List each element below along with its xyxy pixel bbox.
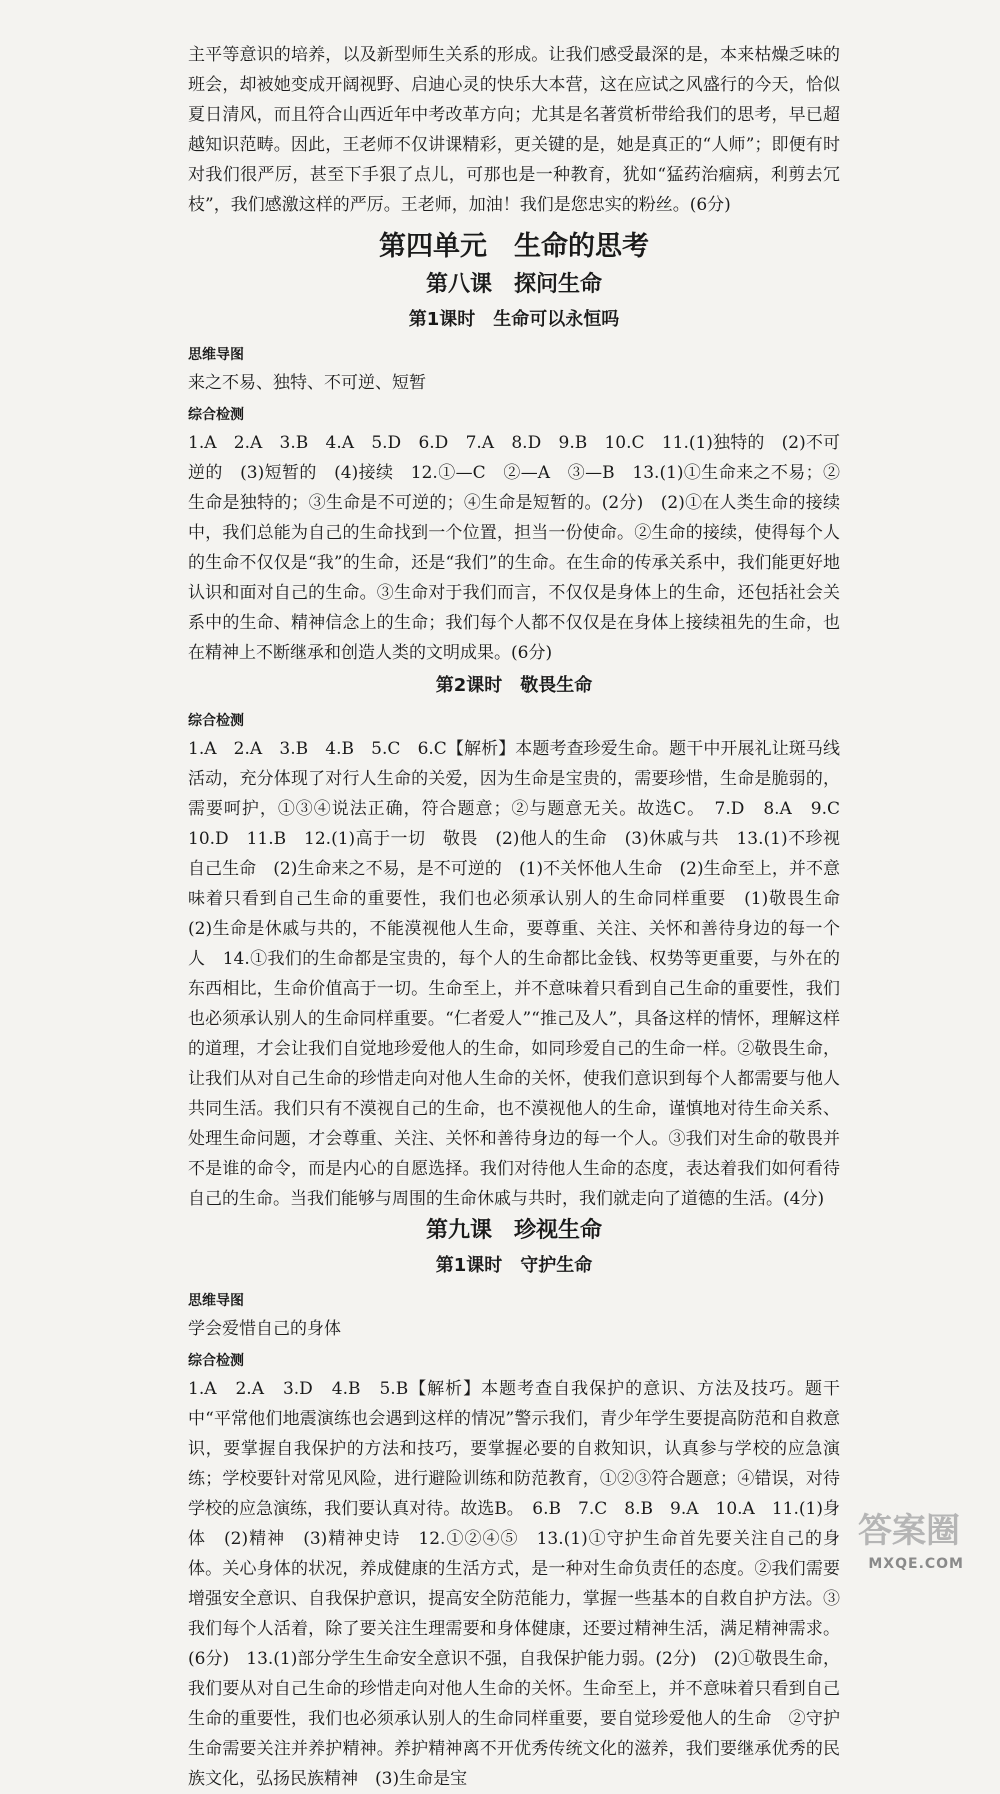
test-label: 综合检测 — [188, 1353, 244, 1369]
lesson8-period2-title: 第2课时 敬畏生命 — [435, 675, 593, 696]
watermark-url: MXQE.COM — [868, 1556, 964, 1572]
test-label: 综合检测 — [188, 407, 244, 423]
lesson9-period1-answers: 1.A 2.A 3.D 4.B 5.B【解析】本题考查自我保护的意识、方法及技巧。题干中“平常他们地震演练也会遇到这样的情况”警示我们，青少年学生要提高防范和自救意识，要掌握自我保护的方法和技巧，要掌握必要的自救知识，认真参与学校的应急演练；学校要针对常见风险，进行避险训练和防范教育，①②③符合题意；④错误，对待学校的应急演练，我们要认真对待。故选B。 6.B 7.C 8.B 9.A 10.A 11.(1)身体 (2)精神 (3)精神史诗 12.①②④⑤ 13.(1)①守护生命首先要关注自己的身体。关心身体的状况，养成健康的生活方式，是一种对生命负责任的态度。②我们需要增强安全意识、自我保护意识，提高安全防范能力，掌握一些基本的自救自护方法。③我们每个人活着，除了要关注生理需要和身体健康，还要过精神生活，满足精神需求。(6分) 13.(1)部分学生生命安全意识不强，自我保护能力弱。(2分) (2)①敬畏生命，我们要从对自己生命的珍惜走向对他人生命的关怀。生命至上，并不意味着只看到自己生命的重要性，我们也必须承认别人的生命同样重要，要自觉珍爱他人的生命 ②守护生命需要关注并养护精神。养护精神离不开优秀传统文化的滋养，我们要继承优秀的民族文化，弘扬民族精神 (3)生命是宝 — [188, 1379, 840, 1789]
lesson8-title: 第八课 探问生命 — [425, 272, 602, 297]
intro-paragraph: 主平等意识的培养，以及新型师生关系的形成。让我们感受最深的是，本来枯燥乏味的班会，却被她变成开阔视野、启迪心灵的快乐大本营，这在应试之风盛行的今天，恰似夏日清风，而且符合山西近年中考改革方向；尤其是名著赏析带给我们的思考，早已超越知识范畴。因此，王老师不仅讲课精彩，更关键的是，她是真正的“人师”；即便有时对我们很严厉，甚至下手狠了点儿，可那也是一种教育，犹如“猛药治痼病，利剪去冗枝”，我们感激这样的严厉。王老师，加油！我们是您忠实的粉丝。(6分) — [188, 45, 840, 215]
unit-title: 第四单元 生命的思考 — [379, 231, 649, 262]
lesson9-title: 第九课 珍视生命 — [425, 1218, 602, 1243]
mindmap-label: 思维导图 — [188, 347, 244, 363]
mindmap-text: 来之不易、独特、不可逆、短暂 — [188, 373, 426, 393]
mindmap-text: 学会爱惜自己的身体 — [188, 1319, 341, 1339]
mindmap-label: 思维导图 — [188, 1293, 244, 1309]
answer-page — [188, 40, 857, 1794]
lesson8-period1-title: 第1课时 生命可以永恒吗 — [408, 309, 620, 330]
watermark-logo: 答案圈 — [858, 1511, 960, 1551]
lesson8-period2-answers: 1.A 2.A 3.B 4.B 5.C 6.C【解析】本题考查珍爱生命。题干中开展礼让斑马线活动，充分体现了对行人生命的关爱，因为生命是宝贵的，需要珍惜，生命是脆弱的，需要呵护，①③④说法正确，符合题意；②与题意无关。故选C。 7.D 8.A 9.C 10.D 11.B 12.(1)高于一切 敬畏 (2)他人的生命 (3)休戚与共 13.(1)不珍视自己生命 (2)生命来之不易，是不可逆的 (1)不关怀他人生命 (2)生命至上，并不意味着只看到自己生命的重要性，我们也必须承认别人的生命同样重要 (1)敬畏生命 (2)生命是休戚与共的，不能漠视他人生命，要尊重、关注、关怀和善待身边的每一个人 14.①我们的生命都是宝贵的，每个人的生命都比金钱、权势等更重要，与外在的东西相比，生命价值高于一切。生命至上，并不意味着只看到自己生命的重要性，我们也必须承认别人的生命同样重要。“仁者爱人”“推己及人”，具备这样的情怀，理解这样的道理，才会让我们自觉地珍爱他人的生命，如同珍爱自己的生命一样。②敬畏生命，让我们从对自己生命的珍惜走向对他人生命的关怀，使我们意识到每个人都需要与他人共同生活。我们只有不漠视自己的生命，也不漠视他人的生命，谨慎地对待生命关系、处理生命问题，才会尊重、关注、关怀和善待身边的每一个人。③我们对生命的敬畏并不是谁的命令，而是内心的自愿选择。我们对待他人生命的态度，表达着我们如何看待自己的生命。当我们能够与周围的生命休戚与共时，我们就走向了道德的生活。(4分) — [188, 739, 857, 1209]
lesson9-period1-title: 第1课时 守护生命 — [435, 1255, 593, 1276]
test-label: 综合检测 — [188, 713, 244, 729]
lesson8-period1-answers: 1.A 2.A 3.B 4.A 5.D 6.D 7.A 8.D 9.B 10.C 11.(1)独特的 (2)不可逆的 (3)短暂的 (4)接续 12.①—C ②—A ③—B 13.(1)①生命来之不易；②生命是独特的；③生命是不可逆的；④生命是短暂的。(2分) (2)①在人类生命的接续中，我们总能为自己的生命找到一个位置，担当一份使命。②生命的接续，使得每个人的生命不仅仅是“我”的生命，还是“我们”的生命。在生命的传承关系中，我们能更好地认识和面对自己的生命。③生命对于我们而言，不仅仅是身体上的生命，还包括社会关系中的生命、精神信念上的生命；我们每个人都不仅仅是在身体上接续祖先的生命，也在精神上不断继承和创造人类的文明成果。(6分) — [188, 433, 840, 663]
